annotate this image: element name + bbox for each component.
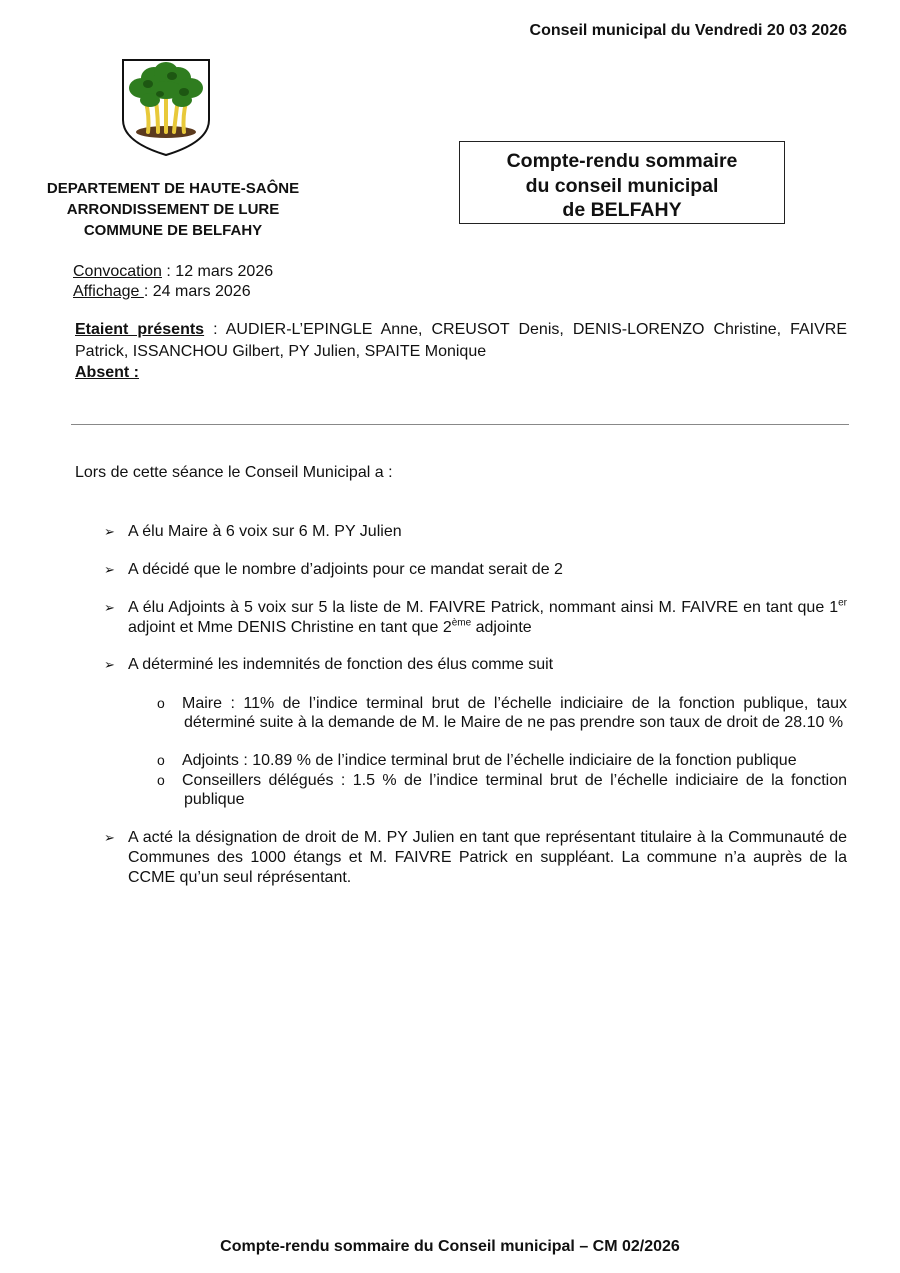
arrondissement-line: ARRONDISSEMENT DE LURE <box>66 201 280 218</box>
department-line: DEPARTEMENT DE HAUTE-SAÔNE <box>46 180 300 197</box>
circle-bullet-icon: o <box>157 772 165 788</box>
arrow-bullet-icon: ➢ <box>104 657 115 672</box>
convocation-value: : 12 mars 2026 <box>161 263 274 280</box>
convocation-line <box>73 262 273 282</box>
arrow-bullet-icon: ➢ <box>104 600 115 615</box>
present-label: Etaient présents <box>75 321 205 338</box>
arrow-bullet-icon: ➢ <box>104 562 115 577</box>
title-line-2: du conseil municipal <box>525 174 719 197</box>
title-line-1: Compte-rendu sommaire <box>506 150 738 172</box>
indemnity-item <box>157 771 847 809</box>
meeting-dates <box>73 262 273 301</box>
decision-text: A décidé que le nombre d’adjoints pour ce mandat serait de 2 <box>128 561 563 578</box>
page-footer: Compte-rendu sommaire du Conseil municipal – CM 02/2026 <box>220 1238 680 1255</box>
document-title-box <box>459 141 785 224</box>
decision-item <box>104 828 847 888</box>
decision-text-part: adjoint et Mme DENIS Christine en tant que 2 <box>128 619 452 636</box>
decision-text-part: adjointe <box>471 619 532 636</box>
present-members: : AUDIER-L’EPINGLE Anne, CREUSOT Denis, DENIS-LORENZO Christine, FAIVRE Patrick, ISSANCHOU Gilbert, PY Julien, SPAITE Monique <box>75 321 848 360</box>
decision-text-part: A élu Adjoints à 5 voix sur 5 la liste de M. FAIVRE Patrick, nommant ainsi M. FAIVRE en tant que 1 <box>128 599 839 616</box>
convocation-label: Convocation <box>73 263 162 280</box>
indemnity-text: Maire : 11% de l’indice terminal brut de l’échelle indiciaire de la fonction publique, taux déterminé suite à la demande de M. le Maire de ne pas prendre son taux de droit de 28.10 % <box>182 695 847 731</box>
affichage-label: Affichage <box>73 282 144 300</box>
attendance-present <box>75 319 847 363</box>
indemnity-item <box>157 694 847 732</box>
decision-text <box>128 598 847 638</box>
ordinal-superscript: ème <box>451 617 472 629</box>
decision-text: A élu Maire à 6 voix sur 6 M. PY Julien <box>128 523 402 540</box>
decision-text: A déterminé les indemnités de fonction des élus comme suit <box>128 656 554 673</box>
indemnity-text: Conseillers délégués : 1.5 % de l’indice terminal brut de l’échelle indiciaire de la fonction publique <box>182 772 847 808</box>
coat-of-arms-icon <box>120 58 212 158</box>
circle-bullet-icon: o <box>157 752 165 768</box>
indemnity-text: Adjoints : 10.89 % de l’indice terminal brut de l’échelle indiciaire de la fonction publique <box>182 752 797 769</box>
session-intro: Lors de cette séance le Conseil Municipal a : <box>75 464 393 481</box>
section-divider <box>71 424 849 425</box>
ordinal-superscript: er <box>838 597 847 609</box>
arrow-bullet-icon: ➢ <box>104 830 115 845</box>
commune-line: COMMUNE DE BELFAHY <box>83 222 263 239</box>
affichage-line <box>73 282 273 302</box>
affichage-value: : 24 mars 2026 <box>143 282 251 300</box>
decision-text: A acté la désignation de droit de M. PY Julien en tant que représentant titulaire à la Communauté de Communes des 1000 étangs et M. FAIVRE Patrick en suppléant. La commune n’a auprès de la CCME qu’un seul réprésentant. <box>128 829 847 886</box>
department-block <box>22 178 324 241</box>
decision-item <box>104 522 847 542</box>
decision-item <box>104 598 847 638</box>
indemnity-item <box>157 751 847 770</box>
decision-item <box>104 560 847 580</box>
circle-bullet-icon: o <box>157 695 165 711</box>
absent-label: Absent : <box>75 364 139 381</box>
arrow-bullet-icon: ➢ <box>104 524 115 539</box>
meeting-date-header: Conseil municipal du Vendredi 20 03 2026 <box>529 22 847 39</box>
title-line-3: de BELFAHY <box>562 199 682 221</box>
decision-item <box>104 655 847 675</box>
